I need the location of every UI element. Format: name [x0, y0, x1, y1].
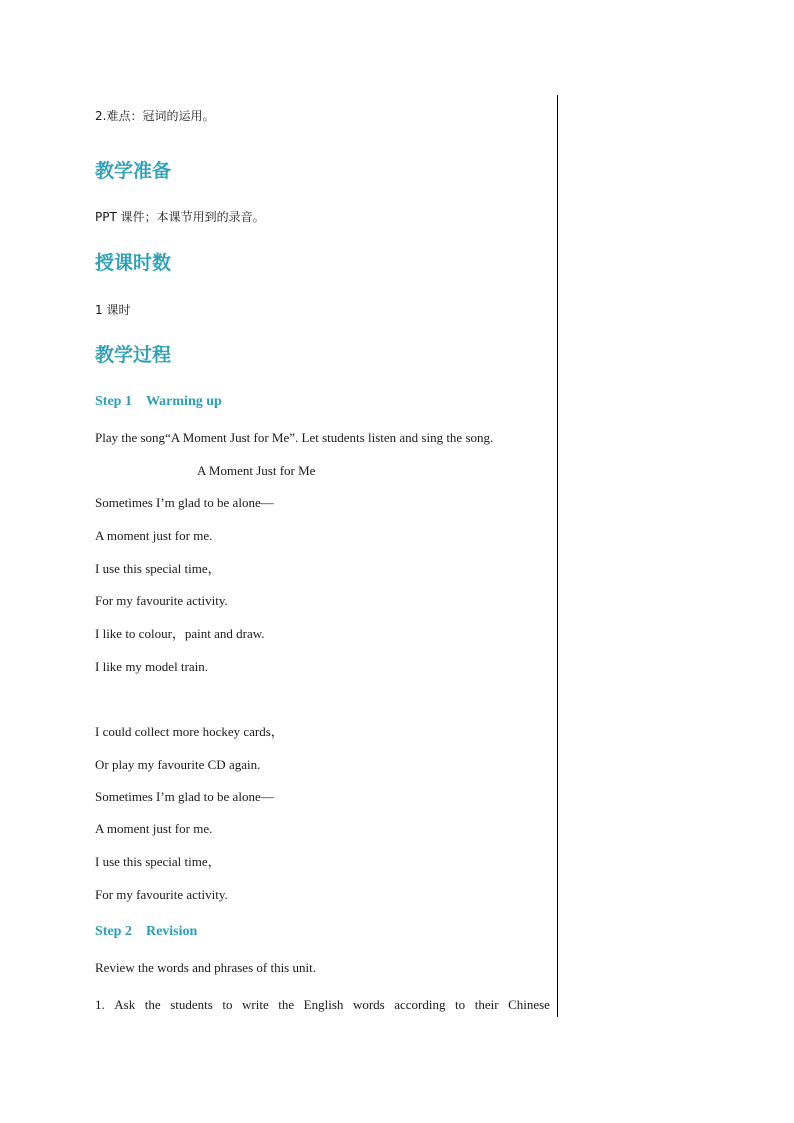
word: write — [242, 997, 269, 1012]
word: Chinese — [508, 997, 550, 1012]
step1-title: Warming up — [145, 394, 222, 409]
song-line: Sometimes I’m glad to be alone— — [95, 789, 274, 804]
word: 1. — [95, 997, 105, 1012]
section-heading-prep: 教学准备 — [95, 160, 172, 182]
step1-intro: Play the song“A Moment Just for Me”. Let students listen and sing the song. — [95, 430, 494, 445]
song-line: Sometimes I’m glad to be alone— — [95, 495, 274, 510]
song-line: I use this special time， — [95, 561, 221, 576]
step2-label: Step 2 — [95, 924, 132, 939]
song-title: A Moment Just for Me — [197, 463, 316, 478]
song-line: For my favourite activity. — [95, 593, 228, 608]
song-line: I could collect more hockey cards， — [95, 724, 284, 739]
song-line: I like my model train. — [95, 659, 209, 674]
hours-text: 1 课时 — [95, 303, 131, 317]
word: Ask — [114, 997, 136, 1012]
word: to — [222, 997, 233, 1012]
table-border-line — [557, 95, 558, 1017]
song-line: I like to colour，paint and draw. — [95, 626, 265, 641]
song-line: For my favourite activity. — [95, 887, 228, 902]
step1-heading — [95, 393, 222, 411]
song-line: Or play my favourite CD again. — [95, 757, 261, 772]
step1-label: Step 1 — [95, 394, 132, 409]
song-line: I use this special time， — [95, 854, 221, 869]
step2-item1 — [95, 997, 550, 1013]
word: the — [278, 997, 295, 1012]
step2-title: Revision — [145, 924, 198, 939]
section-heading-hours: 授课时数 — [95, 252, 172, 274]
section-heading-process: 教学过程 — [95, 344, 172, 366]
word: words — [352, 997, 385, 1012]
word: English — [303, 997, 344, 1012]
step2-intro: Review the words and phrases of this unit. — [95, 960, 316, 975]
word: their — [474, 997, 499, 1012]
word: according — [394, 997, 446, 1012]
word: to — [455, 997, 466, 1012]
prep-text: PPT 课件；本课节用到的录音。 — [95, 210, 265, 224]
song-line: A moment just for me. — [95, 528, 213, 543]
step2-heading — [95, 923, 197, 941]
difficulty-point: 2.难点：冠词的运用。 — [95, 109, 215, 123]
word: students — [170, 997, 213, 1012]
song-line: A moment just for me. — [95, 821, 213, 836]
word: the — [144, 997, 161, 1012]
